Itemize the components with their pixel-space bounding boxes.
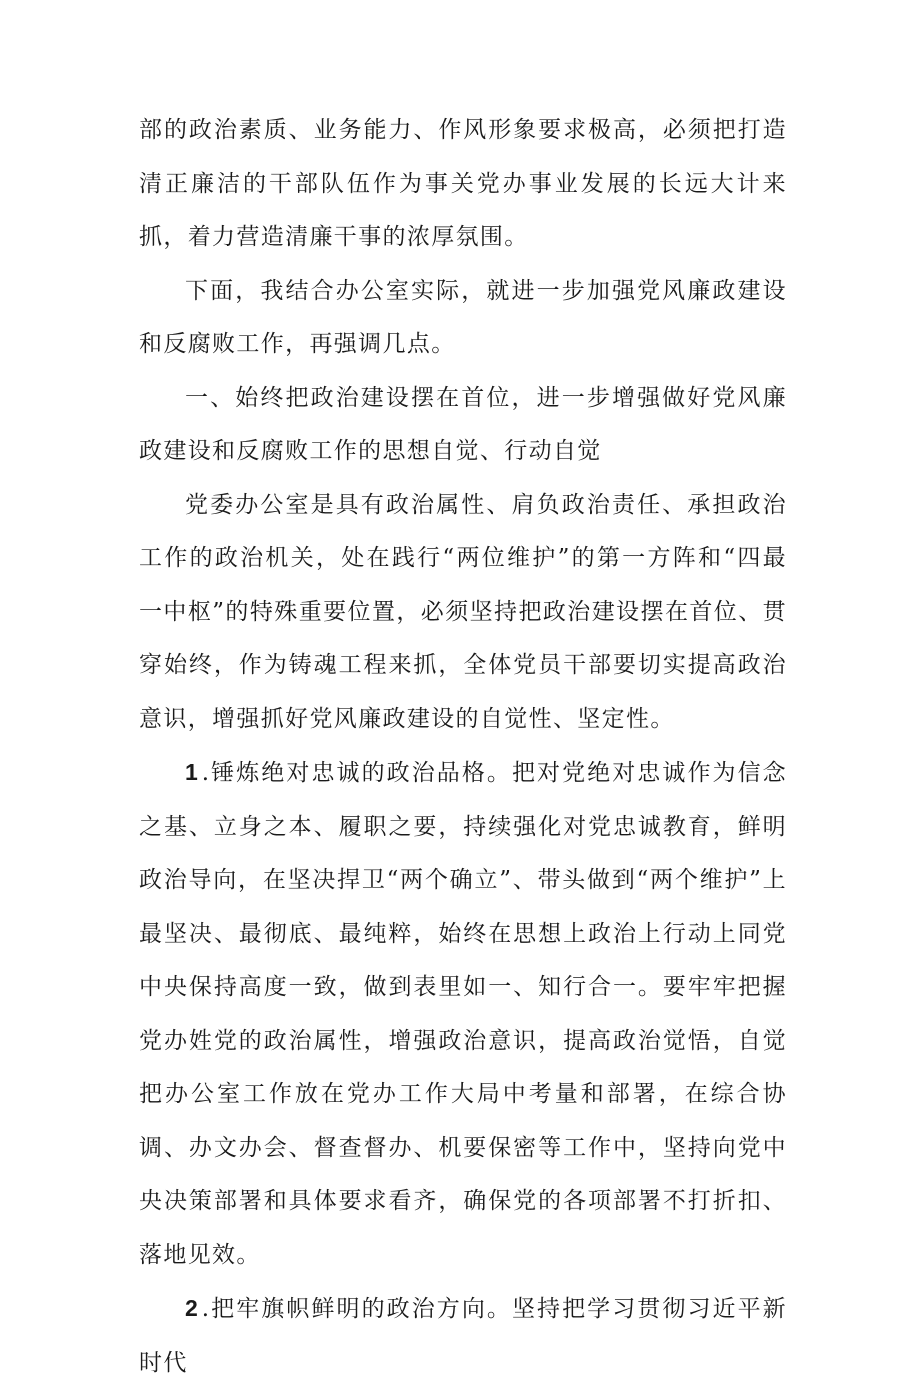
- numbered-item-2: [139, 1282, 787, 1390]
- item-number: 1: [185, 759, 198, 785]
- section-heading-1: 一、始终把政治建设摆在首位，进一步增强做好党风廉政建设和反腐败工作的思想自觉、行动自觉: [139, 384, 787, 464]
- paragraph-4: 党委办公室是具有政治属性、肩负政治责任、承担政治工作的政治机关，处在践行“两位维护”的第一方阵和“四最一中枢”的特殊重要位置，必须坚持把政治建设摆在首位、贯穿始终，作为铸魂工程来抓，全体党员干部要切实提高政治意识，增强抓好党风廉政建设的自觉性、坚定性。: [139, 491, 787, 732]
- numbered-item-1: [139, 746, 787, 1282]
- item-text: .把牢旗帜鲜明的政治方向。坚持把学习贯彻习近平新时代: [139, 1296, 787, 1376]
- item-number: 2: [185, 1295, 198, 1321]
- paragraph-1: 部的政治素质、业务能力、作风形象要求极高，必须把打造清正廉洁的干部队伍作为事关党办事业发展的长远大计来抓，着力营造清廉干事的浓厚氛围。: [139, 117, 787, 250]
- document-body: [139, 104, 787, 1390]
- paragraph-2: 下面，我结合办公室实际，就进一步加强党风廉政建设和反腐败工作，再强调几点。: [139, 277, 787, 357]
- item-text: .锤炼绝对忠诚的政治品格。把对党绝对忠诚作为信念之基、立身之本、履职之要，持续强化对党忠诚教育，鲜明政治导向，在坚决捍卫“两个确立”、带头做到“两个维护”上最坚决、最彻底、最纯粹，始终在思想上政治上行动上同党中央保持高度一致，做到表里如一、知行合一。要牢牢把握党办姓党的政治属性，增强政治意识，提高政治觉悟，自觉把办公室工作放在党办工作大局中考量和部署，在综合协调、办文办会、督查督办、机要保密等工作中，坚持向党中央决策部署和具体要求看齐，确保党的各项部署不打折扣、落地见效。: [139, 760, 787, 1268]
